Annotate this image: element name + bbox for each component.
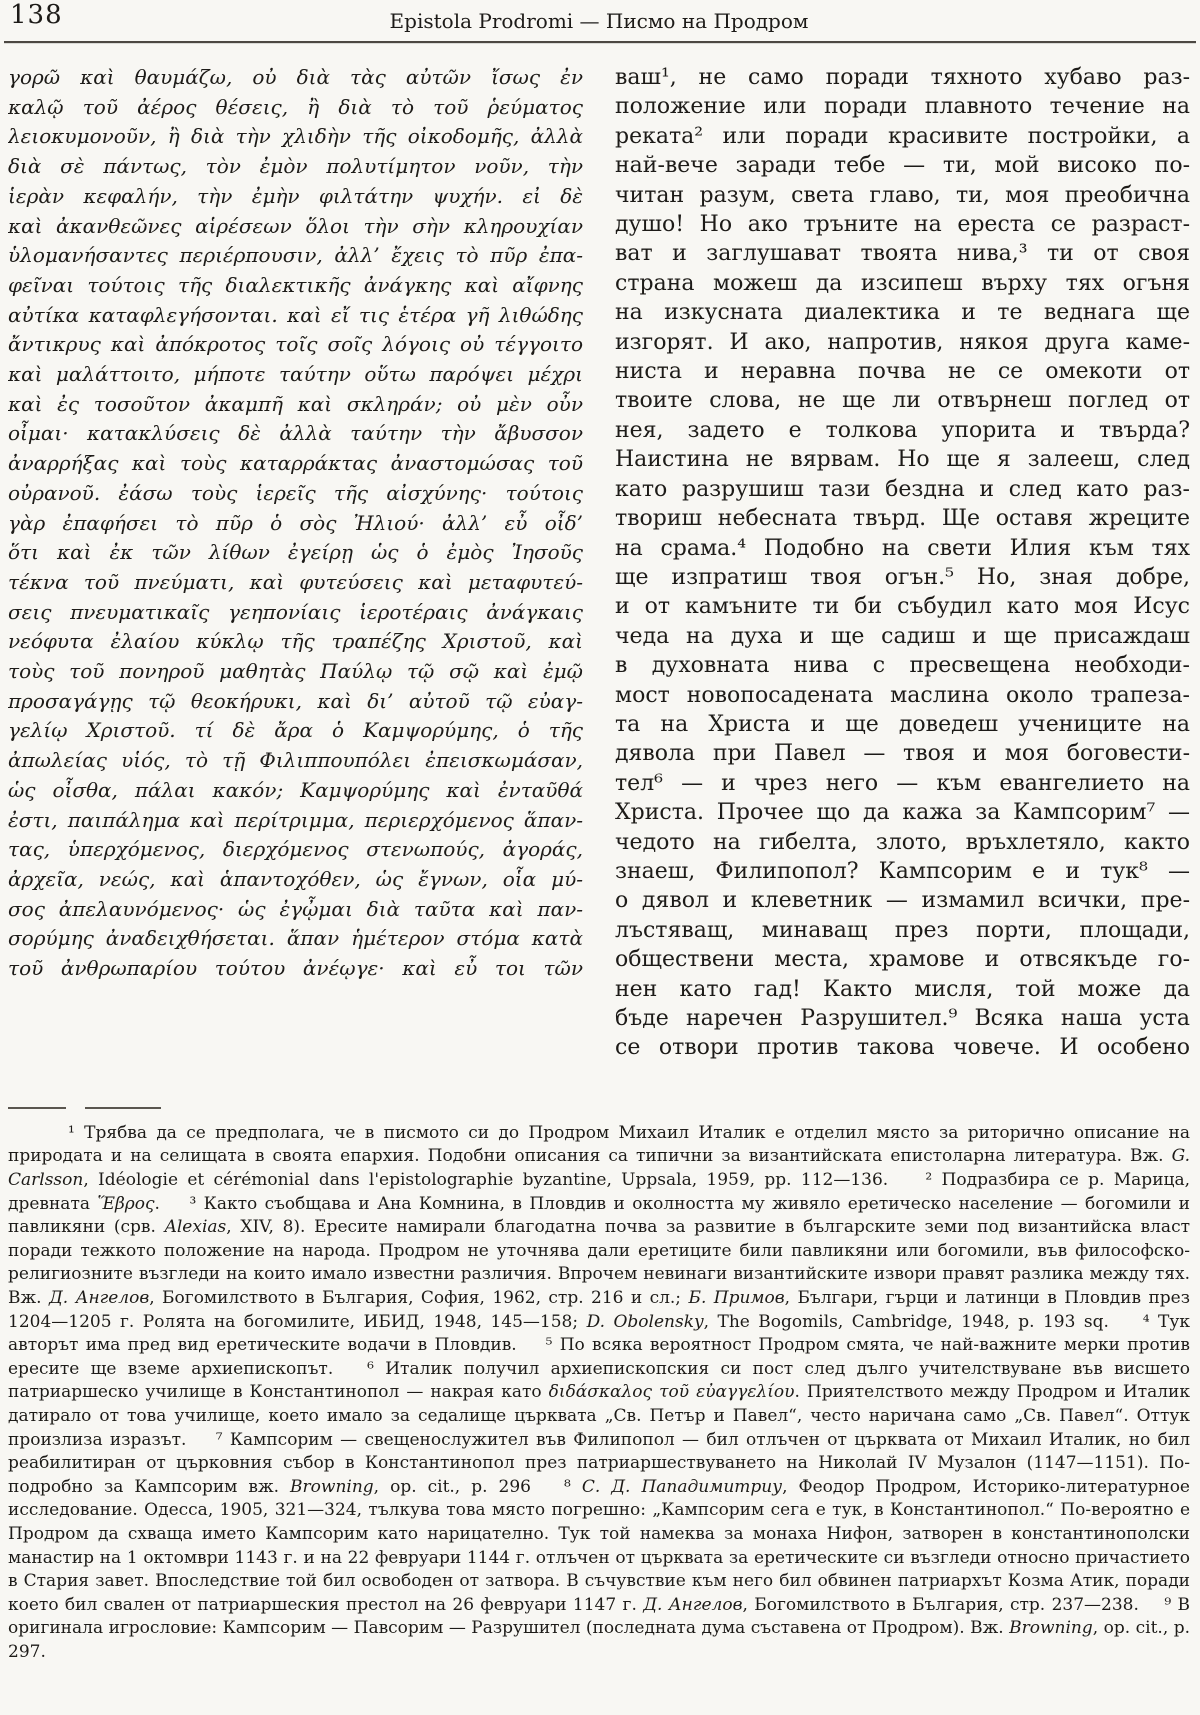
text-line: σεις πνευματικαῖς γεηπονίαις ἱεροτέραις ἀνάγκαις	[8, 599, 583, 624]
text-line: ἀρχεῖα, νεώς, καὶ ἁπαντοχόθεν, ὡς ἔγνων, οἷα μύ-	[8, 866, 583, 891]
running-title: Epistola Prodromi — Писмо на Продром	[389, 9, 809, 33]
footnote-text-segment: Browning	[290, 1476, 374, 1497]
text-line: οὐρανοῦ. ἐάσω τοὺς ἱερεῖς τῆς αἰσχύνης· τούτοις	[8, 480, 583, 505]
text-line: καλῷ τοῦ ἀέρος θέσεις, ἢ διὰ τὸ τοῦ ῥεύματος	[8, 94, 583, 119]
footnote-text-segment: , The Bogomils, Cambridge, 1948, p. 193 sq. ⁴ Тук авторът има пред вид еретическите водачи в Пловдив. ⁵ По всяка вероятност Продром смята, че най-важните мерки против ересите ще вземе архиепископът. ⁶ Италик получил архиепископския си пост след дълго учителствуване във висшето патриаршеско училище в Константинопол — накрая като	[8, 1311, 1191, 1403]
text-line: та на Христа и ще доведеш учениците на	[615, 711, 1190, 737]
footnote-text-segment: , Феодор Продром, Историко-литературное исследование. Одесса, 1905, 321—324, тълкува това място погрешно: „Кампсорим сега е тук, в Константинопол.“ По-вероятно е Продром да схваща името Кампсорим като нарицателно. Тук той намеква за монаха Нифон, затворен в константинополски манастир на 1 октомври 1143 г. и на 22 февруари 1144 г. отлъчен от църквата за еретическите си възгледи относно причастието в Стария завет. Впоследствие той бил освободен от затвора. В съчувствие към него бил обвинен патриархът Козма Атик, поради което бил свален от патриаршеския престол на 26 февруари 1147 г.	[8, 1476, 1190, 1615]
text-line: ὡς οἶσθα, πάλαι κακόν; Καμψορύμης καὶ ἐνταῦθά	[8, 777, 583, 802]
text-line: знаеш, Филипопол? Кампсорим е и тук⁸ —	[615, 858, 1190, 884]
text-line: καὶ ἐς τοσοῦτον ἀκαμπῆ καὶ σκληράν; οὐ μὲν οὖν	[8, 391, 583, 416]
footnote-separator	[8, 1107, 1190, 1110]
text-line: τέκνα τοῦ πνεύματι, καὶ φυτεύσεις καὶ μεταφυτεύ-	[8, 569, 583, 594]
text-line: προσαγάγῃς τῷ θεοκήρυκι, καὶ δι’ αὐτοῦ τῷ εὐαγ-	[8, 688, 583, 713]
text-line: нея, задето е толкова упорита и твърда?	[615, 417, 1190, 443]
text-line: τας, ὑπερχόμενος, διερχόμενος στενωπούς, ἀγοράς,	[8, 837, 583, 862]
footnote-text-segment: , Богомилството в България, София, 1962, стр. 216 и сл.;	[149, 1287, 689, 1308]
footnote-text-segment: . Приятелството между Продром и Италик датирало от това училище, което имало за седалище църквата „Св. Петър и Павел“, често наричана само „Св. Павел“. Оттук произлиза изразът. ⁷ Кампсорим — свещенослужител във Филипопол — бил отлъчен от църквата от Михаил Италик, но бил реабилитиран от църковния събор в Константинопол през патриаршествуването на Николай IV Музалон (1147—1151). По-подробно за Кампсорим вж.	[8, 1382, 1190, 1497]
text-line: ἱερὰν κεφαλήν, τὴν ἐμὴν φιλτάτην ψυχήν. εἰ δὲ	[8, 183, 583, 208]
footnote-text-segment: , op. cit., p. 296 ⁸	[373, 1476, 582, 1497]
text-line: γορῶ καὶ θαυμάζω, οὐ διὰ τὰς αὐτῶν ἴσως ἐν	[8, 65, 583, 89]
text-line: ὅτι καὶ ἐκ τῶν λίθων ἐγείρῃ ὡς ὁ ἐμὸς Ἰησοῦς	[8, 540, 583, 565]
footnote-text-segment: ¹ Трябва да се предполага, че в писмото си до Продром Михаил Италик е отделил място за риторично описание на природата и на селищата в своята епархия. Подобни описания са типични за византийската епистоларна литература. Вж.	[8, 1122, 1190, 1167]
text-line: σος ἀπελαυνόμενος· ὡς ἐγᾦμαι διὰ ταῦτα καὶ παν-	[8, 896, 583, 921]
text-line: и от камъните ти би събудил като моя Исус	[615, 594, 1190, 620]
text-line: най-вече заради тебе — ти, мой високо по-	[615, 153, 1190, 179]
text-line: ὑλομανήσαντες περιέρπουσιν, ἀλλ’ ἔχεις τὸ πῦρ ἐπα-	[8, 243, 583, 268]
footnotes-paragraph	[8, 1122, 1190, 1665]
footnote-text-segment: . ³ Както съобщава и Ана Комнина, в Пловдив и околността му живяло еретическо население — богомили и павликяни (срв.	[8, 1193, 1191, 1238]
page-header	[8, 0, 1190, 38]
text-line: ἀναρρήξας καὶ τοὺς καταρράκτας ἀναστομώσας τοῦ	[8, 451, 583, 476]
page-number: 138	[10, 0, 63, 30]
text-line: страна можеш да изсипеш върху тях огъня	[615, 270, 1190, 296]
text-line: дявола при Павел — твоя и моя боговести-	[615, 741, 1190, 767]
text-line: Христа. Прочее що да кажа за Кампсорим⁷ —	[615, 800, 1190, 826]
greek-text-column	[8, 63, 583, 1063]
text-line: тел⁶ — и чрез него — към евангелието на	[615, 770, 1190, 796]
text-line: ἄντικρυς καὶ ἀπόκροτος τοῖς σοῖς λόγοις οὐ τέγγοιτο	[8, 332, 583, 357]
text-line: λειοκυμονοῦν, ἢ διὰ τὴν χλιδὴν τῆς οἰκοδομῆς, ἀλλὰ	[8, 124, 583, 149]
text-line: твориш небесната твърд. Ще оставя жреците	[615, 506, 1190, 532]
text-line: σορύμης ἀναδειχθήσεται. ἅπαν ἡμέτερον στόμα κατὰ	[8, 926, 583, 951]
footnote-text-segment: , Богомилството в България, стр. 237—238. ⁹ В оригинала игрословие: Кампсорим — Павсорим — Разрушител (последната дума съставена от Продром). Вж.	[8, 1594, 1190, 1639]
footnote-text-segment: , XIV, 8). Ересите намирали благодатна почва за развитие в българските земи под византийска власт поради тежкото положение на народа. Продром не уточнява дали еретиците били павликяни или богомили, във философско-религиозните възгледи на които имало известни различия. Впрочем невинаги византийските извори правят разлика между тях. Вж.	[8, 1217, 1190, 1308]
text-line: бъде наречен Разрушител.⁹ Всяка наша уста	[615, 1006, 1190, 1031]
text-line: обществени места, храмове и отвсякъде го-	[615, 947, 1190, 973]
footnote-text-segment: , Българи, гърци и латинци в Пловдив през 1204—1205 г. Ролята на богомилите, ИБИД, 1948, 145—158;	[8, 1287, 1190, 1332]
footnote-text-segment: D. Obolensky	[586, 1311, 704, 1332]
text-line: γὰρ ἐπαφήσει τὸ πῦρ ὁ σὸς Ἠλιού· ἀλλ’ εὖ οἶδ’	[8, 510, 583, 535]
text-line: в духовната нива с пресвещена необходи-	[615, 653, 1190, 679]
text-line: реката² или поради красивите постройки, а	[615, 123, 1190, 149]
text-line: νεόφυτα ἐλαίου κύκλῳ τῆς τραπέζης Χριστοῦ, καὶ	[8, 629, 583, 654]
text-line: καὶ ἀκανθεῶνες αἱρέσεων ὅλοι τὴν σὴν κληρουχίαν	[8, 213, 583, 238]
text-line: ваш¹, не само поради тяхното хубаво раз-	[615, 65, 1190, 90]
text-line: изгорят. И ако, напротив, някоя друга каме-	[615, 329, 1190, 355]
text-line: φεῖναι τούτοις τῆς διαλεκτικῆς ἀνάγκης καὶ αἴφνης	[8, 272, 583, 297]
text-line: διὰ σὲ πάντως, τὸν ἐμὸν πολυτίμητον νοῦν, τὴν	[8, 154, 583, 179]
text-line: Наистина не вярвам. Но ще я залееш, след	[615, 447, 1190, 473]
text-line: положение или поради плавното течение на	[615, 94, 1190, 120]
header-rule	[4, 41, 1196, 43]
main-text	[8, 63, 1190, 1063]
text-line: αὐτίκα καταφλεγήσονται. καὶ εἴ τις ἑτέρα γῆ λιθώδης	[8, 302, 583, 327]
text-line: о дявол и клеветник — измамил всички, пре-	[615, 888, 1190, 914]
footnote-text-segment: Alexias	[164, 1217, 227, 1238]
text-line: ἐστι, παιπάλημα καὶ περίτριμμα, περιερχόμενος ἅπαν-	[8, 807, 583, 832]
footnote-text-segment: , op. cit., p. 297.	[8, 1618, 1190, 1662]
footnote-text-segment: , Idéologie et cérémonial dans l'epistolographie byzantine, Uppsala, 1959, pp. 112—136. ² Подразбира се р. Марица, древната	[8, 1170, 1190, 1214]
text-line: на изкусната диалектика и те веднага ще	[615, 300, 1190, 326]
separator-dash	[85, 1107, 161, 1109]
footnote-text-segment: Ἕβρος	[97, 1193, 155, 1214]
text-line: читан разум, света главо, ти, моя преобична	[615, 182, 1190, 208]
text-line: καὶ μαλάττοιτο, μήποτε ταύτην οὕτω παρόψει μέχρι	[8, 362, 583, 387]
text-line: като разрушиш тази бездна и след като раз-	[615, 476, 1190, 502]
footnote-text-segment: Browning	[1009, 1618, 1093, 1639]
text-line: οἶμαι· κατακλύσεις δὲ ἀλλὰ ταύτην τὴν ἄβυσσον	[8, 421, 583, 446]
text-line: ще изпратиш твоя огън.⁵ Но, зная добре,	[615, 564, 1190, 590]
text-line: чедото на гибелта, злото, връхлетяло, както	[615, 829, 1190, 855]
text-line: твоите слова, не ще ли отвърнеш поглед от	[615, 388, 1190, 414]
footnote-text-segment: Д. Ангелов	[643, 1594, 743, 1615]
text-line: τοὺς τοῦ πονηροῦ μαθητὰς Παύλῳ τῷ σῷ καὶ ἐμῷ	[8, 659, 583, 684]
text-line: γελίῳ Χριστοῦ. τί δὲ ἄρα ὁ Καμψορύμης, ὁ τῆς	[8, 718, 583, 743]
text-line: мост новопосадената маслина около трапеза-	[615, 682, 1190, 708]
text-line: ἀπωλείας υἱός, τὸ τῇ Φιλιππουπόλει ἐπεισκωμάσαν,	[8, 748, 583, 773]
text-line: чеда на духа и ще садиш и ще присаждаш	[615, 623, 1190, 649]
footnote-text-segment: Б. Примов	[688, 1287, 785, 1308]
text-line: се отвори против такова човече. И особено	[615, 1035, 1190, 1061]
text-line: τοῦ ἀνθρωπαρίου τούτου ἀνέῳγε· καὶ εὖ τοι τῶν	[8, 956, 583, 981]
text-line: на срама.⁴ Подобно на свети Илия към тях	[615, 535, 1190, 561]
text-line: лъстяващ, минаващ през порти, площади,	[615, 917, 1190, 943]
text-line: ниста и неравна почва не се омекоти от	[615, 359, 1190, 385]
footnote-text-segment: διδάσκαλος τοῦ εὐαγγελίου	[548, 1382, 795, 1403]
text-line: душо! Но ако тръните на ереста се разраст-	[615, 212, 1190, 238]
footnote-text-segment: Д. Ангелов	[48, 1287, 150, 1308]
text-line: нен като гад! Както мисля, той може да	[615, 976, 1190, 1002]
separator-dash	[8, 1107, 66, 1109]
footnote-text-segment: С. Д. Пападимитриу	[581, 1476, 783, 1497]
bulgarian-translation-column	[615, 63, 1190, 1063]
footnote-text-segment: G. Carlsson	[8, 1146, 1190, 1190]
text-line: ват и заглушават твоята нива,³ ти от своя	[615, 241, 1190, 267]
